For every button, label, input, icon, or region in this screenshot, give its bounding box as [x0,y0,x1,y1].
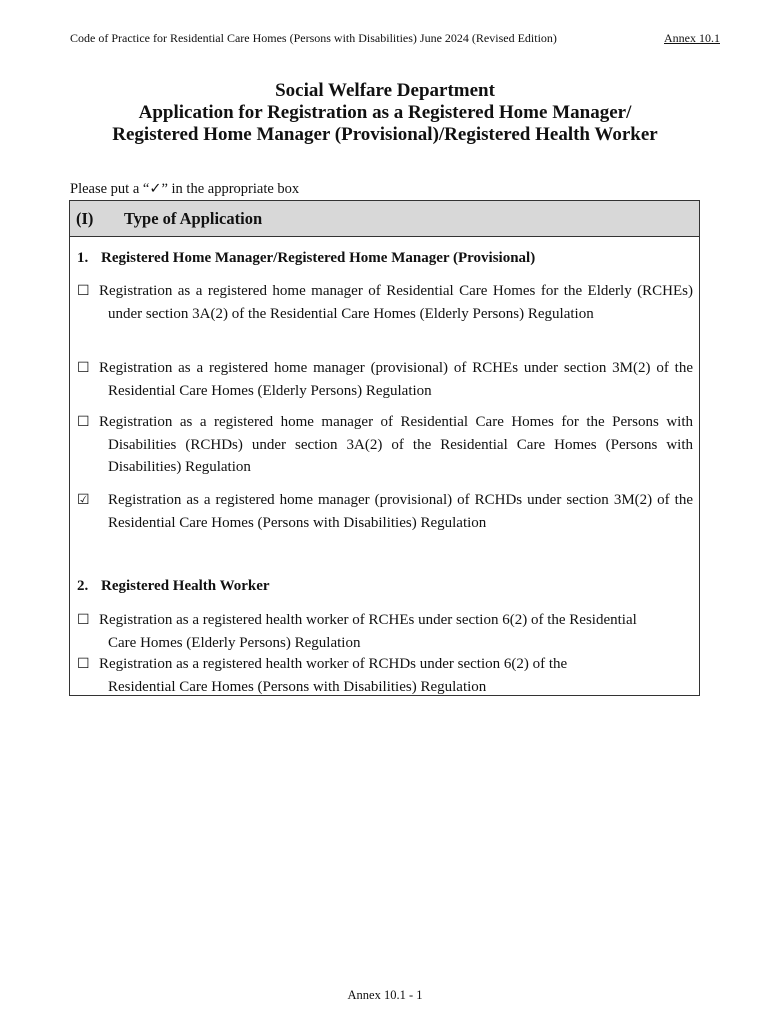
option-rchd-manager[interactable] [77,411,693,479]
group1-number: 1. [77,250,89,266]
option-rchd-health-worker[interactable] [77,653,637,698]
checkbox[interactable]: ☐ [77,612,90,628]
application-title-line1: Application for Registration as a Registered Home Manager/ [138,102,632,123]
checkbox-checked[interactable]: ☑ [77,492,90,508]
option-text: Registration as a registered home manager (provisional) of RCHEs under section 3M(2) of the Residential Care Homes (Elderly Persons) Regulation [99,360,693,399]
group1-heading [77,250,535,267]
group2-heading [77,578,270,595]
option-rchd-manager-provisional[interactable] [77,489,693,534]
form-title [0,80,770,146]
page-footer: Annex 10.1 - 1 [347,988,423,1002]
group1-title: Registered Home Manager/Registered Home Manager (Provisional) [101,250,536,266]
option-rche-manager[interactable] [77,280,693,325]
option-text: Registration as a registered health worker of RCHDs under section 6(2) of the Residential Care Homes (Persons with Disabilities) Regulation [99,656,568,695]
option-rche-health-worker[interactable] [77,609,637,654]
application-title-line2: Registered Home Manager (Provisional)/Registered Health Worker [112,124,658,145]
section-number: (I) [76,208,94,228]
option-text: Registration as a registered home manager of Residential Care Homes for the Persons with Disabilities (RCHDs) under section 3A(2) of the Residential Care Homes (Persons with Disabilities) Regulation [99,414,693,475]
application-type-box [69,200,700,696]
instruction-text: Please put a “✓” in the appropriate box [70,181,300,197]
option-text: Registration as a registered health worker of RCHEs under section 6(2) of the Residential Care Homes (Elderly Persons) Regulation [99,612,637,651]
annex-label: Annex 10.1 [664,31,720,45]
document-reference: Code of Practice for Residential Care Homes (Persons with Disabilities) June 2024 (Revised Edition) [70,31,557,45]
group2-title: Registered Health Worker [101,578,270,594]
section-title: Type of Application [124,208,263,228]
option-rche-manager-provisional[interactable] [77,357,693,402]
section-header [70,201,699,237]
checkbox[interactable]: ☐ [77,414,90,430]
checkbox[interactable]: ☐ [77,360,90,376]
group2-number: 2. [77,578,89,594]
department-title: Social Welfare Department [275,80,495,101]
checkbox[interactable]: ☐ [77,656,90,672]
option-text: Registration as a registered home manager of Residential Care Homes for the Elderly (RCHEs) under section 3A(2) of the Residential Care Homes (Elderly Persons) Regulation [99,283,693,322]
option-text: Registration as a registered home manager (provisional) of RCHDs under section 3M(2) of the Residential Care Homes (Persons with Disabilities) Regulation [108,492,693,531]
running-header [70,31,720,47]
checkbox[interactable]: ☐ [77,283,90,299]
